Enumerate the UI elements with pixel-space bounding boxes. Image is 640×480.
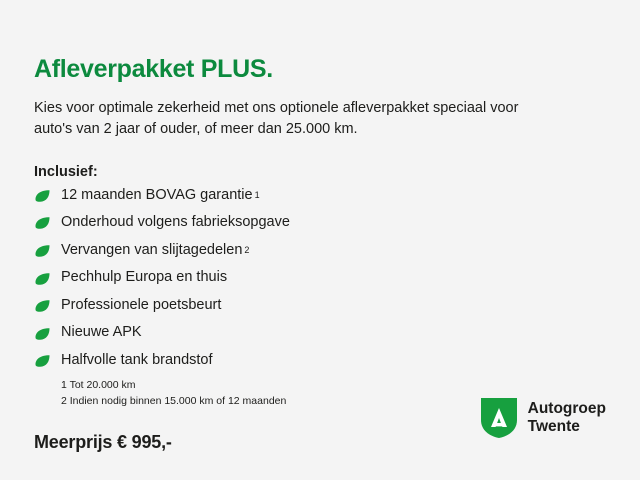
list-item [34, 296, 606, 316]
feature-label: Pechhulp Europa en thuis [61, 269, 228, 286]
feature-footnote-marker: 1 [254, 190, 260, 201]
leaf-icon [34, 214, 51, 231]
feature-label: Vervangen van slijtagedelen [61, 241, 243, 258]
footnote-2: 2 Indien nodig binnen 15.000 km of 12 maanden [61, 395, 287, 408]
price-label: Meerprijs € 995,- [34, 431, 172, 452]
leaf-icon [34, 242, 51, 259]
leaf-icon [34, 352, 51, 369]
leaf-icon [34, 325, 51, 342]
intro-text: Kies voor optimale zekerheid met ons optionele afleverpakket speciaal voor auto's van 2 jaar of ouder, of meer dan 25.000 km. [34, 99, 519, 137]
feature-label: Nieuwe APK [61, 324, 142, 341]
list-item [34, 241, 606, 261]
brand-logo [479, 396, 606, 440]
leaf-icon [34, 270, 51, 287]
page-title: Afleverpakket PLUS. [34, 55, 273, 83]
list-item [34, 186, 606, 206]
feature-label: 12 maanden BOVAG garantie [61, 186, 253, 203]
list-item [34, 351, 606, 371]
footnote-1: 1 Tot 20.000 km [61, 379, 136, 392]
leaf-icon [34, 187, 51, 204]
feature-label: Onderhoud volgens fabrieksopgave [61, 214, 290, 231]
feature-label: Professionele poetsbeurt [61, 296, 222, 313]
feature-list [34, 186, 606, 371]
brand-name-line1: Autogroep [527, 400, 606, 418]
list-item [34, 268, 606, 288]
shield-icon [479, 396, 519, 440]
feature-footnote-marker: 2 [244, 245, 250, 256]
leaf-icon [34, 297, 51, 314]
list-item [34, 323, 606, 343]
feature-label: Halfvolle tank brandstof [61, 351, 213, 368]
list-item [34, 213, 606, 233]
inclusief-heading: Inclusief: [34, 163, 98, 180]
brand-name [528, 400, 606, 436]
brand-name-line2: Twente [527, 418, 580, 435]
